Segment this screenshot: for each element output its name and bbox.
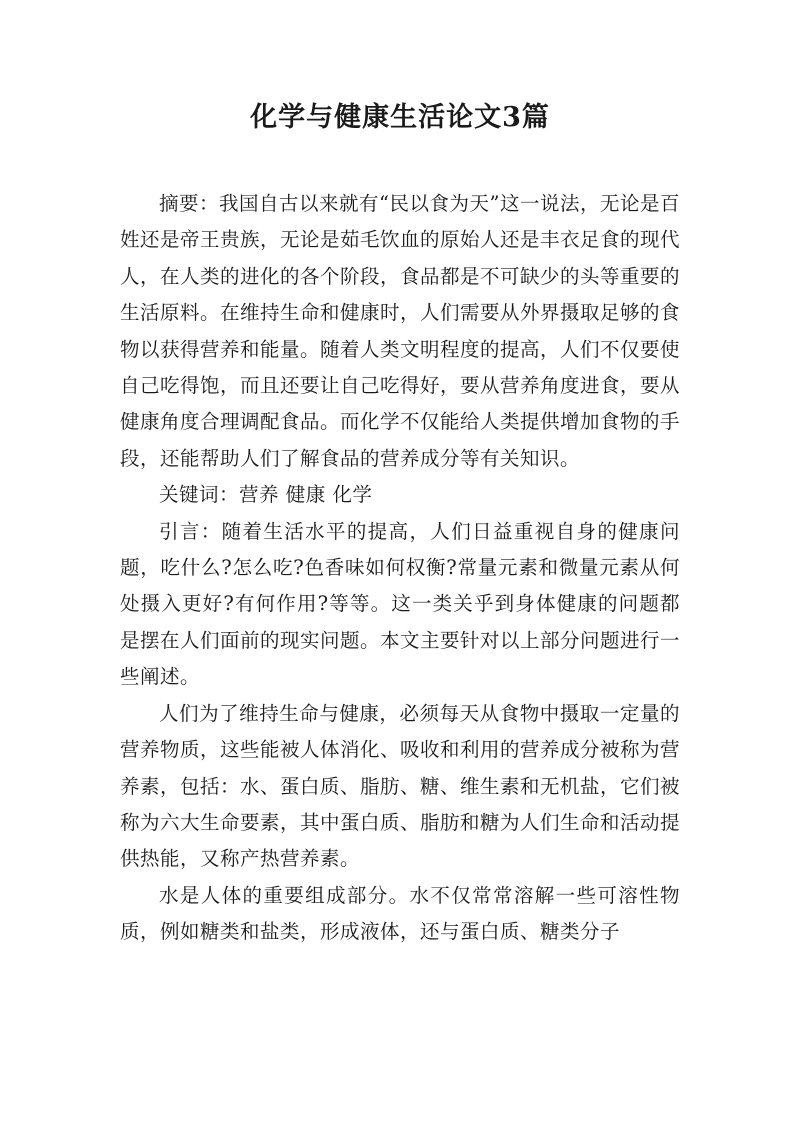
abstract-paragraph: 摘要：我国自古以来就有“民以食为天”这一说法，无论是百姓还是帝王贵族，无论是茹毛饮血的原始人还是丰衣足食的现代人，在人类的进化的各个阶段，食品都是不可缺少的头等重要的生活原料。在维持生命和健康时，人们需要从外界摄取足够的食物以获得营养和能量。随着人类文明程度的提高，人们不仅要使自己吃得饱，而且还要让自己吃得好，要从营养角度进食，要从健康角度合理调配食品。而化学不仅能给人类提供增加食物的手段，还能帮助人们了解食品的营养成分等有关知识。 <box>120 192 681 470</box>
nutrients-paragraph: 人们为了维持生命与健康，必须每天从食物中摄取一定量的营养物质，这些能被人体消化、吸收和利用的营养成分被称为营养素，包括：水、蛋白质、脂肪、糖、维生素和无机盐，它们被称为六大生命要素，其中蛋白质、脂肪和糖为人们生命和活动提供热能，又称产热营养素。 <box>120 701 681 871</box>
water-paragraph: 水是人体的重要组成部分。水不仅常常溶解一些可溶性物质，例如糖类和盐类，形成液体，还与蛋白质、糖类分子 <box>120 883 680 944</box>
introduction-paragraph: 引言：随着生活水平的提高，人们日益重视自身的健康问题，吃什么?怎么吃?色香味如何权衡?常量元素和微量元素从何处摄入更好?有何作用?等等。这一类关乎到身体健康的问题都是摆在人们面前的现实问题。本文主要针对以上部分问题进行一些阐述。 <box>120 519 681 689</box>
document-body <box>120 186 680 951</box>
document-title: 化学与健康生活论文3篇 <box>250 102 550 133</box>
keywords-paragraph: 关键词：营养 健康 化学 <box>159 483 373 507</box>
